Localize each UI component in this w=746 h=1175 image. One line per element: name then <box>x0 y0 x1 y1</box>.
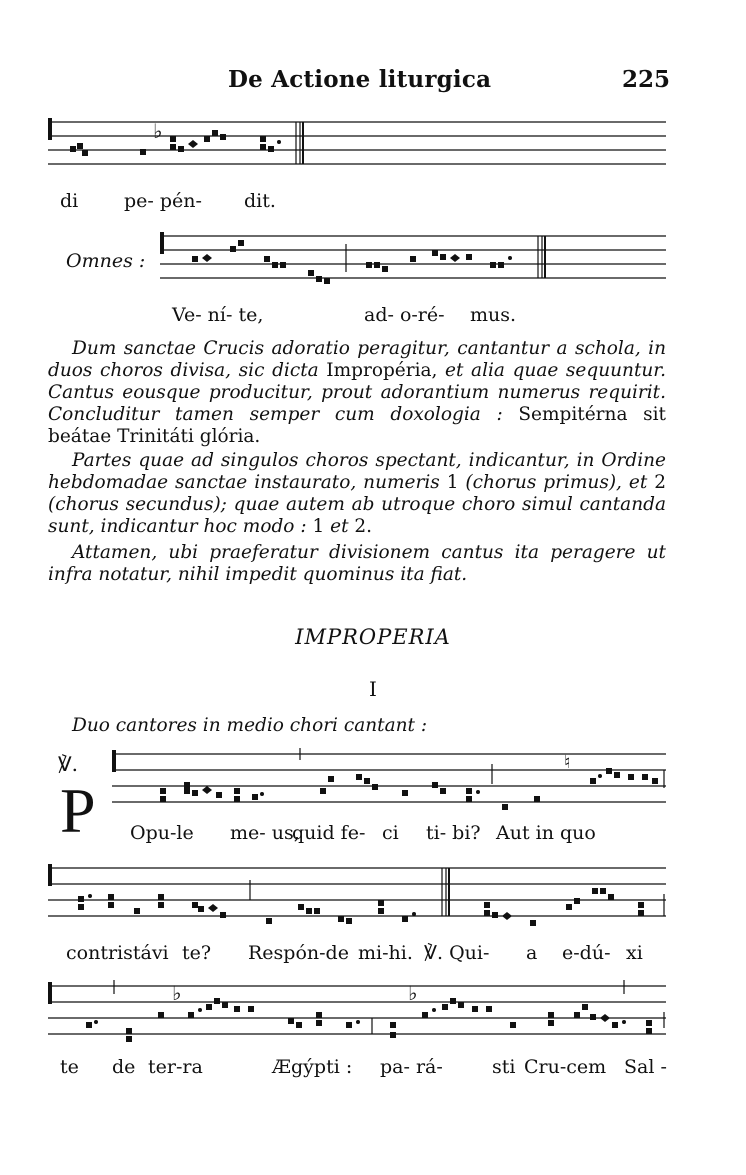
drop-capital: P <box>60 775 96 846</box>
chant2-syllable: Ve- ní- te, <box>172 304 264 326</box>
improperia-line1-syllable: Aut in quo <box>496 822 596 844</box>
chant1-syllable: pe- pén- <box>124 190 202 212</box>
improperia-line1-syllable: ci <box>382 822 399 844</box>
chant-staff-4 <box>48 858 666 930</box>
improperia-line1-syllable: me- us, <box>230 822 300 844</box>
chant-staff-2 <box>160 226 666 300</box>
rubric-paragraph-2: Partes quae ad singulos choros spectant, indicantur, in Ordine hebdomadae sanctae instaurato, numeris 1 (chorus primus), et 2 (chorus secundus); quae autem ab utroque choro simul cantanda sunt, indicantur hoc modo : 1 et 2. <box>48 450 666 537</box>
improperia-line2-syllable: te? <box>182 942 212 964</box>
svg-text:♮: ♮ <box>564 752 571 773</box>
improperia-line2-syllable: e-dú- <box>562 942 611 964</box>
improperia-line1-syllable: Opu-le <box>130 822 194 844</box>
improperia-line3-syllable: Cru-cem <box>524 1056 607 1078</box>
improperia-line2-syllable: mi-hi. <box>358 942 413 964</box>
improperia-line3-syllable: Sal - <box>624 1056 667 1078</box>
improperia-line3-syllable: sti <box>492 1056 516 1078</box>
improperia-line3-syllable: Ægýpti : <box>272 1056 353 1078</box>
cantor-rubric: Duo cantores in medio chori cantant : <box>72 715 428 736</box>
improperia-line2-syllable: a <box>526 942 538 964</box>
versicle-sign: ℣. <box>58 752 79 776</box>
improperia-line1-syllable: ti- bi? <box>426 822 481 844</box>
svg-text:♭: ♭ <box>153 119 163 143</box>
chant1-syllable: dit. <box>244 190 276 212</box>
svg-text:♭: ♭ <box>172 981 182 1005</box>
chant-staff-3 <box>112 744 666 820</box>
page-number: 225 <box>622 66 671 93</box>
improperia-line3-syllable: ter-ra <box>148 1056 203 1078</box>
chant2-syllable: mus. <box>470 304 517 326</box>
rubric-paragraph-1: Dum sanctae Crucis adoratio peragitur, cantantur a schola, in duos choros divisa, sic dicta Impropéria, et alia quae sequuntur. Cantus eousque producitur, prout adorantium numerus requirit. Concluditur tamen semper cum doxologia : Sempitérna sit beátae Trinitáti glória. <box>48 338 666 447</box>
section-numeral: I <box>369 677 377 701</box>
improperia-line2-syllable: ℣. Qui- <box>424 942 490 964</box>
improperia-line2-syllable: xi <box>626 942 643 964</box>
chant1-syllable: di <box>60 190 79 212</box>
section-title: IMPROPERIA <box>295 625 451 649</box>
improperia-line3-syllable: pa- rá- <box>380 1056 443 1078</box>
svg-text:♭: ♭ <box>408 981 418 1005</box>
improperia-line3-syllable: de <box>112 1056 136 1078</box>
chant2-syllable: ad- o-ré- <box>364 304 445 326</box>
chant-staff-5 <box>48 976 666 1048</box>
chant-staff-1 <box>48 112 666 174</box>
rubric-paragraph-3: Attamen, ubi praeferatur divisionem cantus ita peragere ut infra notatur, nihil impedit quominus ita fiat. <box>48 542 666 585</box>
running-head-title: De Actione liturgica <box>228 66 492 93</box>
chant2-cue: Omnes : <box>66 250 146 272</box>
improperia-line2-syllable: Respón-de <box>248 942 349 964</box>
improperia-line3-syllable: te <box>60 1056 79 1078</box>
improperia-line1-syllable: quid fe- <box>292 822 366 844</box>
improperia-line2-syllable: contristávi <box>66 942 169 964</box>
